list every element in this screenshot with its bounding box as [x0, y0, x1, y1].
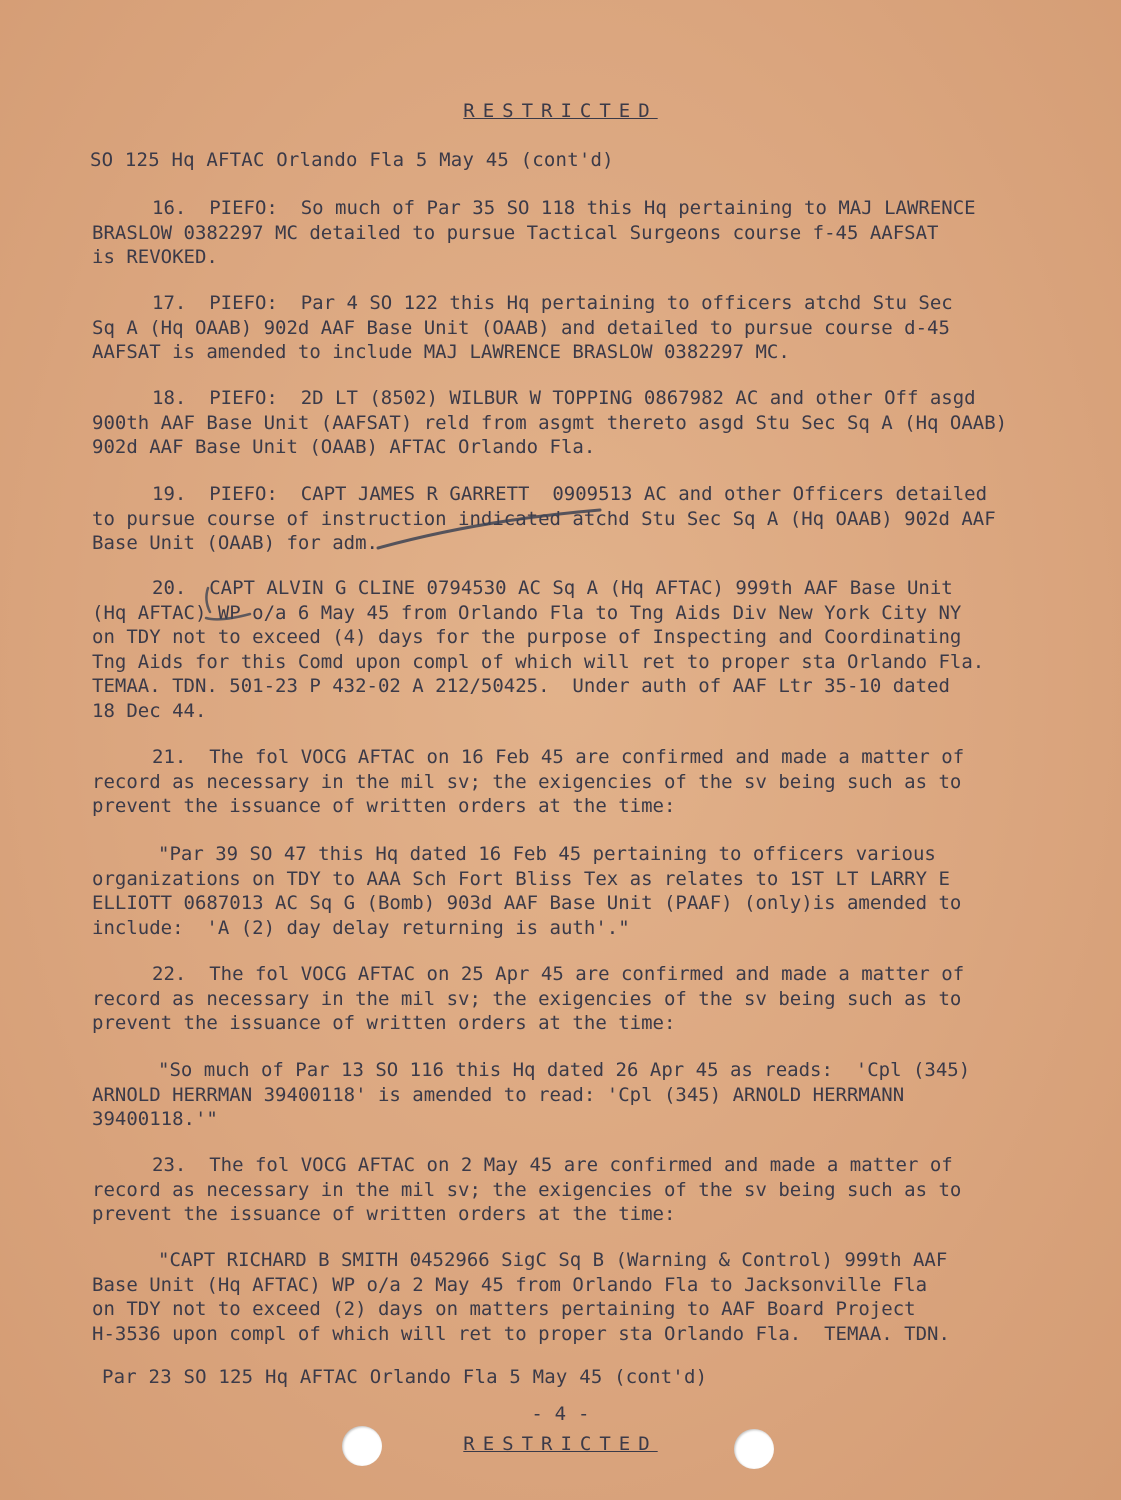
paragraph-line: 17. PIEFO: Par 4 SO 122 this Hq pertaining to officers atchd Stu Sec [152, 292, 953, 314]
paragraph-line: 900th AAF Base Unit (AAFSAT) reld from asgmt thereto asgd Stu Sec Sq A (Hq OAAB) [92, 411, 1008, 434]
quote-line: on TDY not to exceed (2) days on matters pertaining to AAF Board Project [92, 1298, 916, 1320]
restricted-footer: RESTRICTED [463, 1433, 658, 1455]
quote-line: ARNOLD HERRMAN 39400118' is amended to read: 'Cpl (345) ARNOLD HERRMANN [92, 1083, 905, 1106]
paragraph-line: 19. PIEFO: CAPT JAMES R GARRETT 0909513 AC and other Officers detailed [152, 483, 988, 505]
paragraph-line: 21. The fol VOCG AFTAC on 16 Feb 45 are confirmed and made a matter of [152, 746, 965, 768]
restricted-header: RESTRICTED [463, 100, 658, 122]
quoted-order-22 [92, 1058, 1052, 1132]
paragraph-22 [92, 962, 1052, 1036]
paragraph-18 [92, 386, 1052, 460]
paragraph-line: 20. CAPT ALVIN G CLINE 0794530 AC Sq A (Hq AFTAC) 999th AAF Base Unit [152, 577, 953, 599]
paragraph-line: Tng Aids for this Comd upon compl of which will ret to proper sta Orlando Fla. [92, 650, 985, 673]
quoted-order-21 [92, 842, 1052, 940]
quote-line: 39400118.'" [92, 1108, 218, 1130]
paragraph-line: Base Unit (OAAB) for adm. [92, 532, 378, 554]
paragraph-line: prevent the issuance of written orders at the time: [92, 795, 676, 817]
quote-line: H-3536 upon compl of which will ret to proper sta Orlando Fla. TEMAA. TDN. [92, 1322, 950, 1345]
quote-line: include: 'A (2) day delay returning is auth'." [92, 916, 630, 939]
paragraph-line: record as necessary in the mil sv; the exigencies of the sv being such as to [92, 1178, 962, 1201]
page-number: - 4 - [531, 1403, 590, 1425]
paragraph-19 [92, 482, 1052, 556]
paragraph-line: 23. The fol VOCG AFTAC on 2 May 45 are confirmed and made a matter of [152, 1154, 953, 1176]
paragraph-line: record as necessary in the mil sv; the exigencies of the sv being such as to [92, 987, 962, 1010]
paragraph-line: to pursue course of instruction indicated atchd Stu Sec Sq A (Hq OAAB) 902d AAF [92, 507, 996, 530]
paragraph-line: on TDY not to exceed (4) days for the purpose of Inspecting and Coordinating [92, 626, 962, 648]
paragraph-line: prevent the issuance of written orders at the time: [92, 1203, 676, 1225]
quote-line: Base Unit (Hq AFTAC) WP o/a 2 May 45 from Orlando Fla to Jacksonville Fla [92, 1273, 928, 1296]
order-subheader: SO 125 Hq AFTAC Orlando Fla 5 May 45 (cont'd) [90, 149, 614, 171]
quote-line: organizations on TDY to AAA Sch Fort Bliss Tex as relates to 1ST LT LARRY E [92, 867, 950, 890]
paragraph-17 [92, 291, 1052, 365]
continuation-line: Par 23 SO 125 Hq AFTAC Orlando Fla 5 May 45 (cont'd) [102, 1366, 708, 1388]
paragraph-20 [92, 576, 1052, 723]
quote-line: "CAPT RICHARD B SMITH 0452966 SigC Sq B (Warning & Control) 999th AAF [158, 1249, 948, 1271]
paragraph-line: is REVOKED. [92, 246, 218, 268]
paragraph-16 [92, 196, 1052, 270]
paragraph-23 [92, 1153, 1052, 1227]
paragraph-line: record as necessary in the mil sv; the exigencies of the sv being such as to [92, 770, 962, 793]
paragraph-line: 902d AAF Base Unit (OAAB) AFTAC Orlando Fla. [92, 436, 596, 458]
punch-hole-right [734, 1429, 774, 1469]
paragraph-line: 22. The fol VOCG AFTAC on 25 Apr 45 are confirmed and made a matter of [152, 963, 965, 985]
paragraph-line: 18 Dec 44. [92, 699, 207, 722]
paragraph-line: BRASLOW 0382297 MC detailed to pursue Tactical Surgeons course f-45 AAFSAT [92, 221, 939, 244]
paragraph-line: TEMAA. TDN. 501-23 P 432-02 A 212/50425. Under auth of AAF Ltr 35-10 dated [92, 675, 950, 697]
quote-line: ELLIOTT 0687013 AC Sq G (Bomb) 903d AAF Base Unit (PAAF) (only)is amended to [92, 892, 962, 914]
paragraph-line: 16. PIEFO: So much of Par 35 SO 118 this Hq pertaining to MAJ LAWRENCE [152, 197, 976, 219]
paragraph-line: Sq A (Hq OAAB) 902d AAF Base Unit (OAAB) and detailed to pursue course d-45 [92, 316, 950, 339]
punch-hole-left [342, 1426, 382, 1466]
quoted-order-23 [92, 1248, 1052, 1346]
quote-line: "Par 39 SO 47 this Hq dated 16 Feb 45 pertaining to officers various [158, 843, 936, 865]
quote-line: "So much of Par 13 SO 116 this Hq dated 26 Apr 45 as reads: 'Cpl (345) [158, 1059, 971, 1081]
paragraph-line: prevent the issuance of written orders at the time: [92, 1012, 676, 1034]
paragraph-line: (Hq AFTAC) WP o/a 6 May 45 from Orlando Fla to Tng Aids Div New York City NY [92, 601, 962, 624]
paragraph-line: AAFSAT is amended to include MAJ LAWRENCE BRASLOW 0382297 MC. [92, 341, 790, 363]
paragraph-line: 18. PIEFO: 2D LT (8502) WILBUR W TOPPING 0867982 AC and other Off asgd [152, 387, 976, 409]
paragraph-21 [92, 745, 1052, 819]
